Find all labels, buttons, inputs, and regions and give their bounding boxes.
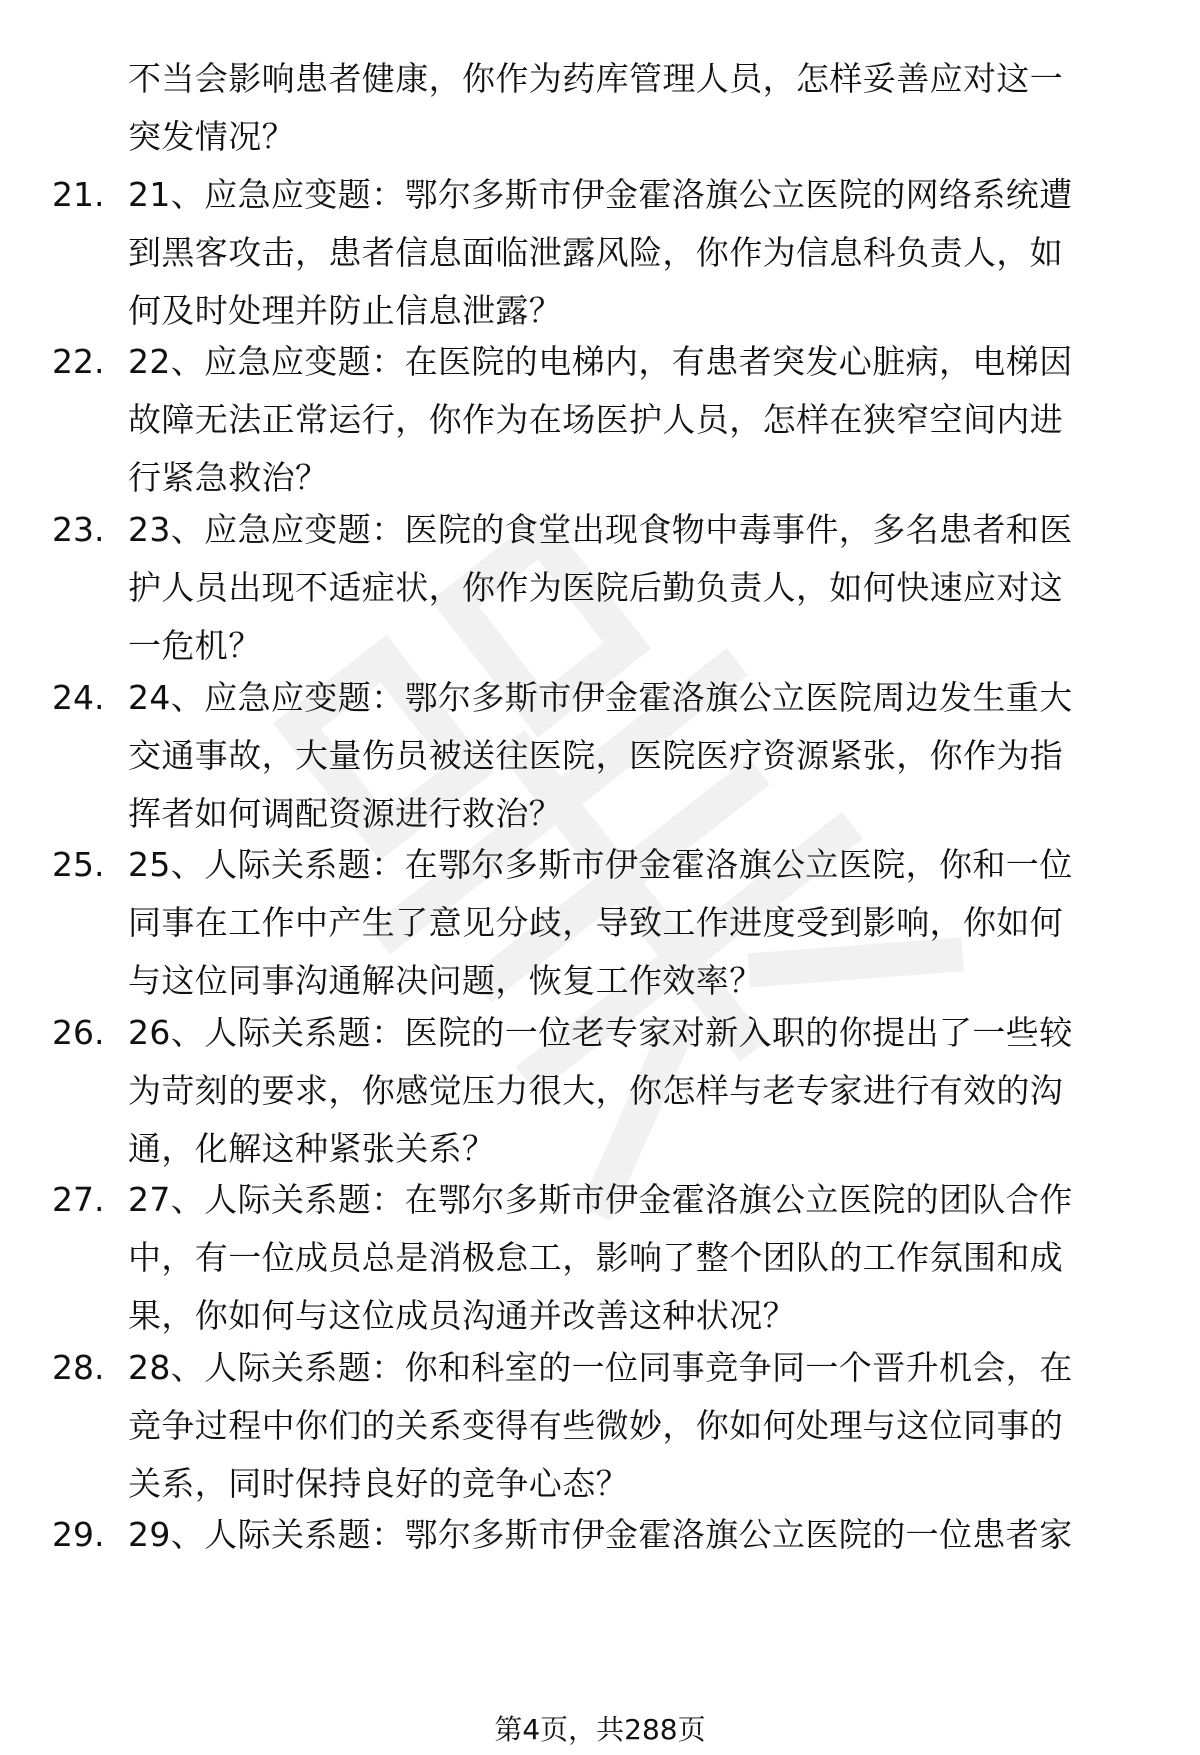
- text-line: 关系，同时保持良好的竞争心态？: [128, 1464, 629, 1503]
- list-number: 21.: [52, 175, 105, 214]
- text-line: 故障无法正常运行，你作为在场医护人员，怎样在狭窄空间内进: [128, 400, 1064, 439]
- list-number: 23.: [52, 510, 105, 549]
- text-line: 何及时处理并防止信息泄露？: [128, 291, 563, 330]
- text-line: 25、人际关系题：在鄂尔多斯市伊金霍洛旗公立医院，你和一位: [128, 845, 1073, 884]
- text-line: 同事在工作中产生了意见分歧，导致工作进度受到影响，你如何: [128, 903, 1064, 942]
- text-line: 27、人际关系题：在鄂尔多斯市伊金霍洛旗公立医院的团队合作: [128, 1180, 1073, 1219]
- text-line: 中，有一位成员总是消极怠工，影响了整个团队的工作氛围和成: [128, 1238, 1064, 1277]
- text-line: 与这位同事沟通解决问题，恢复工作效率？: [128, 961, 763, 1000]
- text-line: 护人员出现不适症状，你作为医院后勤负责人，如何快速应对这: [128, 568, 1064, 607]
- list-number: 28.: [52, 1348, 105, 1387]
- text-line: 通，化解这种紧张关系？: [128, 1129, 496, 1168]
- text-line: 竞争过程中你们的关系变得有些微妙，你如何处理与这位同事的: [128, 1406, 1064, 1445]
- list-number: 24.: [52, 678, 105, 717]
- list-number: 26.: [52, 1013, 105, 1052]
- text-line: 24、应急应变题：鄂尔多斯市伊金霍洛旗公立医院周边发生重大: [128, 678, 1073, 717]
- text-line: 突发情况？: [128, 117, 295, 156]
- list-number: 22.: [52, 342, 105, 381]
- text-line: 21、应急应变题：鄂尔多斯市伊金霍洛旗公立医院的网络系统遭: [128, 175, 1073, 214]
- text-line: 挥者如何调配资源进行救治？: [128, 794, 563, 833]
- text-line: 23、应急应变题：医院的食堂出现食物中毒事件，多名患者和医: [128, 510, 1073, 549]
- text-line: 果，你如何与这位成员沟通并改善这种状况？: [128, 1296, 796, 1335]
- text-line: 26、人际关系题：医院的一位老专家对新入职的你提出了一些较: [128, 1013, 1073, 1052]
- text-line: 一危机？: [128, 626, 262, 665]
- text-line: 到黑客攻击，患者信息面临泄露风险，你作为信息科负责人，如: [128, 233, 1064, 272]
- page-number-footer: 第4页，共288页: [494, 1713, 706, 1746]
- text-line: 22、应急应变题：在医院的电梯内，有患者突发心脏病，电梯因: [128, 342, 1073, 381]
- list-number: 27.: [52, 1180, 105, 1219]
- text-line: 交通事故，大量伤员被送往医院，医院医疗资源紧张，你作为指: [128, 736, 1064, 775]
- list-number: 29.: [52, 1515, 105, 1554]
- text-line: 不当会影响患者健康，你作为药库管理人员，怎样妥善应对这一: [128, 59, 1064, 98]
- list-number: 25.: [52, 845, 105, 884]
- text-line: 28、人际关系题：你和科室的一位同事竞争同一个晋升机会，在: [128, 1348, 1073, 1387]
- text-line: 为苛刻的要求，你感觉压力很大，你怎样与老专家进行有效的沟: [128, 1071, 1064, 1110]
- text-line: 29、人际关系题：鄂尔多斯市伊金霍洛旗公立医院的一位患者家: [128, 1515, 1073, 1554]
- text-line: 行紧急救治？: [128, 458, 329, 497]
